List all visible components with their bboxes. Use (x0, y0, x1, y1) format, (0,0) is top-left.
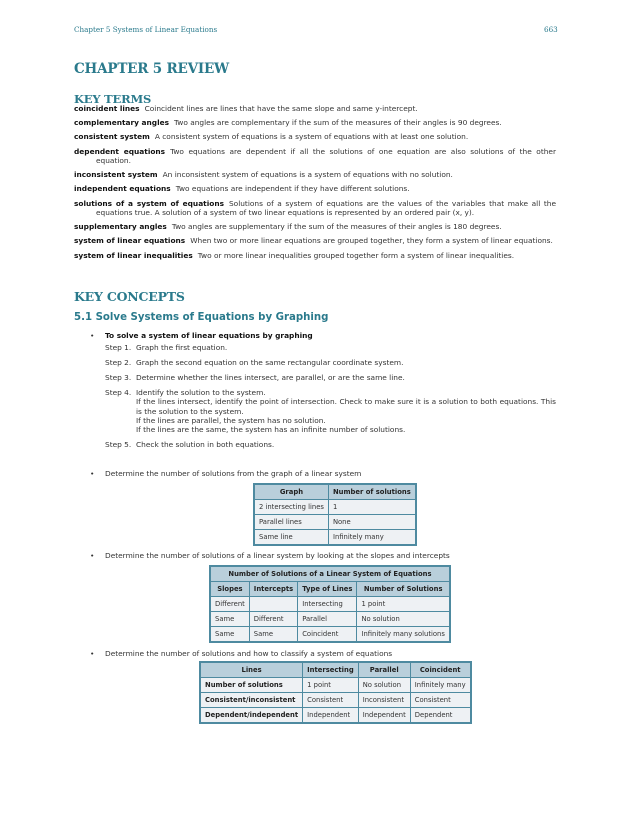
term-definition: Two angles are complementary if the sum of the measures of their angles is 90 degrees. (174, 118, 502, 128)
step-subtext: If the lines are the same, the system has an infinite number of solutions. (136, 425, 406, 435)
bullet-icon: • (90, 469, 95, 478)
table-row (201, 678, 471, 693)
term-name: independent equations (74, 184, 171, 194)
step-text: Identify the solution to the system. (136, 387, 266, 397)
term-name: supplementary angles (74, 222, 167, 232)
table-cell: Same (211, 612, 250, 627)
table-cell: 1 point (303, 678, 359, 693)
term-definition: An inconsistent system of equations is a system of equations with no solution. (162, 170, 453, 180)
procedure-step (90, 343, 556, 352)
table-cell: 1 point (357, 597, 449, 612)
slopes-intercepts-table (210, 566, 450, 642)
key-concepts-body (90, 331, 556, 450)
key-terms-heading: KEY TERMS (74, 92, 152, 106)
bullet-text: Determine the number of solutions and how to classify a system of equations (105, 649, 393, 658)
key-term (74, 251, 556, 260)
term-definition: Two equations are dependent if all the solutions of one equation are also solutions of the other equation. (96, 146, 556, 166)
table-cell: Consistent (303, 693, 359, 708)
table-cell: 2 intersecting lines (255, 500, 329, 515)
procedure-step (90, 373, 556, 382)
table-cell: Same line (255, 530, 329, 545)
key-term (74, 236, 556, 245)
key-term (74, 222, 556, 231)
step-text: Check the solution in both equations. (136, 440, 275, 450)
table-row (255, 515, 416, 530)
table-header: Type of Lines (298, 582, 357, 597)
step-label: Step 4. (105, 387, 132, 397)
chapter-title: CHAPTER 5 REVIEW (74, 61, 230, 77)
table-row (211, 612, 450, 627)
table-caption-row (211, 567, 450, 582)
term-definition: Coincident lines are lines that have the same slope and same y-intercept. (144, 104, 418, 113)
classify-system-table (200, 662, 471, 723)
table-header: Intercepts (249, 582, 297, 597)
step-text: Graph the second equation on the same rectangular coordinate system. (136, 358, 404, 368)
bullet-text: Determine the number of solutions of a linear system by looking at the slopes and intercepts (105, 551, 450, 560)
table-header: Graph (255, 485, 329, 500)
table-cell: Parallel lines (255, 515, 329, 530)
term-definition: When two or more linear equations are grouped together, they form a system of linear equations. (190, 236, 553, 246)
key-term (74, 147, 556, 166)
table-cell (249, 597, 297, 612)
step-text: Determine whether the lines intersect, are parallel, or are the same line. (136, 373, 405, 382)
table-cell: Independent (358, 708, 410, 723)
step-label: Step 5. (105, 440, 132, 450)
procedure-step (90, 358, 556, 367)
key-concepts-heading: KEY CONCEPTS (74, 289, 185, 304)
graph-bullet (90, 469, 361, 478)
key-term (74, 118, 556, 127)
table-header: Slopes (211, 582, 250, 597)
step-subtext: If the lines are parallel, the system has no solution. (136, 416, 326, 426)
term-definition: Two equations are independent if they have different solutions. (175, 184, 410, 194)
graph-solutions-table (254, 484, 416, 545)
table-cell: Infinitely many (328, 530, 415, 545)
table-row (201, 693, 471, 708)
term-definition: Two angles are supplementary if the sum of the measures of their angles is 180 degrees. (171, 222, 502, 232)
table-cell: 1 (328, 500, 415, 515)
table-cell: No solution (357, 612, 449, 627)
table-cell: Parallel (298, 612, 357, 627)
key-term (74, 170, 556, 179)
term-name: solutions of a system of equations (74, 198, 224, 208)
table-header-row (201, 663, 471, 678)
running-head: Chapter 5 Systems of Linear Equations (74, 25, 218, 34)
table-row (211, 627, 450, 642)
table-row-header: Number of solutions (201, 678, 303, 693)
step-label: Step 1. (105, 343, 132, 353)
table-cell: Infinitely many solutions (357, 627, 449, 642)
procedure-bullet (90, 331, 556, 340)
key-term (74, 199, 556, 218)
step-label: Step 2. (105, 358, 132, 368)
table-row (255, 500, 416, 515)
table-cell: Consistent (410, 693, 470, 708)
table-cell: Same (249, 627, 297, 642)
term-definition: A consistent system of equations is a system of equations with at least one solution. (154, 132, 469, 142)
key-terms-list (74, 104, 556, 265)
key-term (74, 104, 556, 113)
term-definition: Solutions of a system of equations are the values of the variables that make all the equations true. A solution of a system of two linear equations is represented by an ordered pair (x, y). (96, 198, 556, 218)
table-cell: Coincident (298, 627, 357, 642)
table-cell: Different (211, 597, 250, 612)
table-cell: Independent (303, 708, 359, 723)
bullet-icon: • (90, 649, 95, 658)
page-number: 663 (544, 25, 558, 34)
step-label: Step 3. (105, 373, 132, 382)
bullet-icon: • (90, 551, 95, 560)
procedure-title: To solve a system of linear equations by graphing (105, 331, 313, 340)
table-row-header: Consistent/inconsistent (201, 693, 303, 708)
table-header: Intersecting (303, 663, 359, 678)
key-term (74, 184, 556, 193)
table-caption: Number of Solutions of a Linear System of Equations (211, 567, 450, 582)
term-name: system of linear inequalities (74, 250, 193, 260)
table-header: Lines (201, 663, 303, 678)
term-name: complementary angles (74, 118, 170, 128)
table-header: Number of Solutions (357, 582, 449, 597)
table-cell: None (328, 515, 415, 530)
procedure-step (90, 440, 556, 449)
table-cell: Dependent (410, 708, 470, 723)
table-row (211, 597, 450, 612)
term-definition: Two or more linear inequalities grouped together form a system of linear inequalities. (197, 250, 515, 260)
table-cell: Different (249, 612, 297, 627)
term-name: consistent system (74, 132, 150, 142)
table-row (201, 708, 471, 723)
table-header-row (255, 485, 416, 500)
table-cell: Intersecting (298, 597, 357, 612)
term-name: inconsistent system (74, 170, 158, 180)
table-row-header: Dependent/independent (201, 708, 303, 723)
table-header: Coincident (410, 663, 470, 678)
bullet-text: Determine the number of solutions from the graph of a linear system (105, 469, 362, 478)
table-cell: Inconsistent (358, 693, 410, 708)
term-name: dependent equations (74, 146, 166, 156)
table-cell: Same (211, 627, 250, 642)
procedure-step (90, 388, 556, 435)
step-body (136, 388, 556, 435)
term-name: coincident lines (74, 104, 140, 113)
step-text: Graph the first equation. (136, 343, 228, 353)
table-cell: No solution (358, 678, 410, 693)
table-header: Number of solutions (328, 485, 415, 500)
bullet-icon: • (90, 331, 95, 340)
section-title: 5.1 Solve Systems of Equations by Graphing (74, 312, 329, 323)
term-name: system of linear equations (74, 236, 186, 246)
key-term (74, 132, 556, 141)
step-subtext: If the lines intersect, identify the point of intersection. Check to make sure it is a solution to both equations. This is the solution to the system. (136, 397, 556, 416)
table-header-row (211, 582, 450, 597)
slopes-bullet (90, 551, 450, 560)
table-row (255, 530, 416, 545)
classify-bullet (90, 649, 392, 658)
table-cell: Infinitely many (410, 678, 470, 693)
table-header: Parallel (358, 663, 410, 678)
